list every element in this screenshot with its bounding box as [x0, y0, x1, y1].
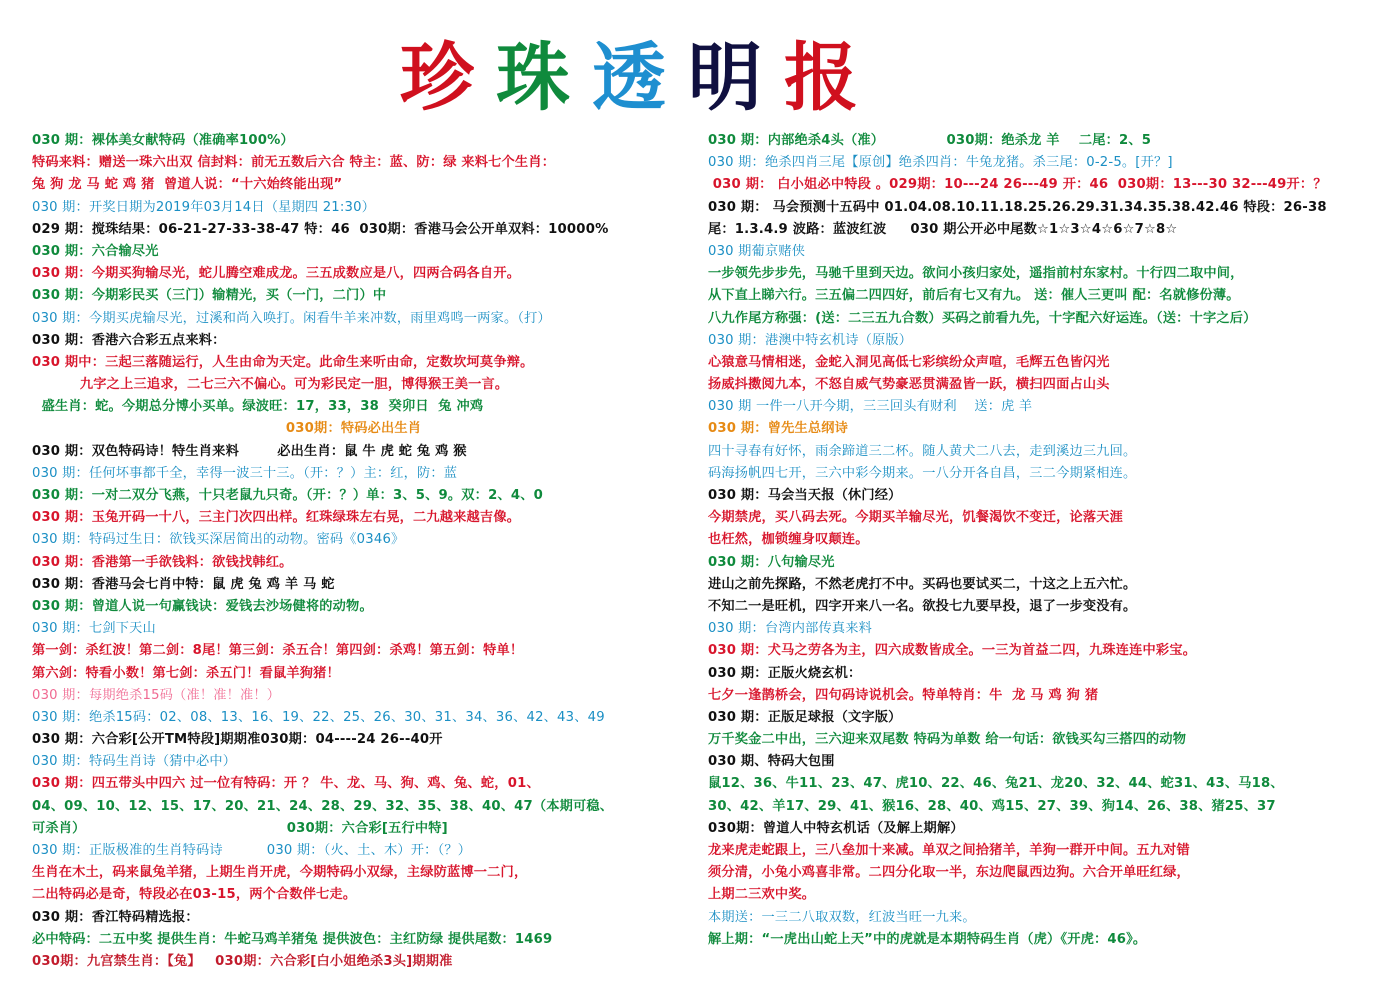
text-line: 029 期：搅珠结果：06-21-27-33-38-47 特：46 030期：香港马会公开单双料：10000%: [32, 221, 609, 237]
text-line: 030 期：特码生肖诗（猜中必中）: [32, 754, 237, 770]
text-line: 030 期：今期买虎输尽光，过溪和尚入唤打。闲看牛羊来冲数，雨里鸡鸣一两家。（打）: [32, 310, 551, 326]
text-line: 七夕一逢鹊桥会，四句码诗说机会。特单特肖：牛 龙 马 鸡 狗 猪: [708, 687, 1099, 703]
text-line: 八九作尾方称强：(送：二三五九合数）买码之前看九先，十字配六好运连。（送：十字之后）: [708, 310, 1257, 326]
text-line: 必中特码：二五中奖 提供生肖：牛蛇马鸡羊猪兔 提供波色：主红防绿 提供尾数：1469: [32, 931, 553, 947]
text-line: 030 期：每期绝杀15码（准！准！准！）: [32, 687, 281, 703]
text-line: 030 期：犬马之劳各为主，四六成数皆成全。一三为首益二四，九珠连连中彩宝。: [708, 643, 1197, 659]
text-line: 030 期、特码大包围: [708, 754, 835, 770]
text-line: 030 期：开奖日期为2019年03月14日（星期四 21:30）: [32, 199, 376, 215]
text-line: 030期：九宫禁生肖：【兔】 030期：六合彩[白小姐绝杀3头]期期准: [32, 953, 453, 969]
text-line: 鼠12、36、牛11、23、47、虎10、22、46、兔21、龙20、32、44、蛇31、43、马18、: [708, 776, 1284, 792]
text-line: 030 期：台湾内部传真来料: [708, 621, 873, 637]
text-line: 心猿意马情相迷，金蛇入洞见高低七彩缤纷众声喧，毛辉五色皆闪光: [708, 354, 1110, 370]
title-char: 珍: [400, 35, 474, 121]
text-line: 从下直上睇六行。三五偏二四四好，前后有七又有九。 送：催人三更叫 配：名就修份薄。: [708, 288, 1240, 304]
text-line: 030 期：港澳中特玄机诗（原版）: [708, 332, 913, 348]
text-line: 本期送：一三二八取双数，红波当旺一九来。: [708, 909, 976, 925]
text-line: 030 期：香港马会七肖中特：鼠 虎 兔 鸡 羊 马 蛇: [32, 576, 335, 592]
text-line: 兔 狗 龙 马 蛇 鸡 猪 曾道人说：“十六始终能出现”: [32, 177, 343, 193]
text-line: 030 期： 白小姐必中特段 。029期：10---24 26---49 开：46 030期：13---30 32---49开：？: [708, 177, 1327, 193]
title-char: 珠: [496, 35, 570, 121]
left-column: [32, 130, 672, 973]
text-line: 030 期：六合彩[公开TM特段]期期准030期：04----24 26--40开: [32, 732, 443, 748]
text-line: 码海扬帆四七开，三六中彩今期来。一八分开各自昌，三二今期紧相连。: [708, 465, 1137, 481]
text-line: 上期二三欢中奖。: [708, 887, 816, 903]
text-line: 030 期葡京赌侠: [708, 243, 806, 259]
text-line: 030 期：双色特码诗！特生肖来料 必出生肖：鼠 牛 虎 蛇 兔 鸡 猴: [32, 443, 467, 459]
text-line: 龙来虎走蛇跟上，三八垒加十来减。单双之间拾猪羊，羊狗一群开中间。五九对错: [708, 843, 1190, 858]
text-line: 030 期：四五带头中四六 过一位有特码：开 ？ 牛、龙、马、狗、鸡、兔、蛇，01、: [32, 776, 540, 792]
text-line: 030 期：八句输尽光: [708, 554, 835, 570]
text-line: 030 期：香港六合彩五点来料：: [32, 332, 226, 348]
text-line: 030 期：正版火烧玄机：: [708, 665, 862, 681]
text-line: 不知二一是旺机，四字开来八一名。欲投七九要早投，退了一步变没有。: [708, 598, 1137, 614]
text-line: 盛生肖：蛇。今期总分博小买单。绿波旺：17，33，38 癸卯日 兔 冲鸡: [32, 399, 484, 415]
text-line: 030 期：特码过生日：欲钱买深居简出的动物。密码《0346》: [32, 532, 405, 548]
text-line: 030 期：内部绝杀4头（准） 030期：绝杀龙 羊 二尾：2、5: [708, 133, 1152, 148]
text-line: 030 期：今期彩民买（三门）输精光，买（一门，二门）中: [32, 288, 387, 304]
text-line: 030 期：六合输尽光: [32, 243, 159, 259]
text-line: 030期：特码必出生肖: [32, 421, 422, 437]
text-line: 万千奖金二中出，三六迎来双尾数 特码为单数 给一句话：欲钱买勾三搭四的动物: [708, 732, 1187, 748]
text-line: 扬威抖擞阅九本，不怒自威气势豪恶贯满盈皆一跃，横扫四面占山头: [708, 377, 1110, 393]
text-line: 进山之前先探路，不然老虎打不中。买码也要试买二，十这之上五六忙。: [708, 576, 1137, 592]
text-line: 30、42、羊17、29、41、猴16、28、40、鸡15、27、39、狗14、26、38、猪25、37: [708, 798, 1276, 814]
text-line: 尾：1.3.4.9 波路：蓝波红波 030 期公开必中尾数☆1☆3☆4☆6☆7☆8☆: [708, 221, 1178, 237]
text-line: 030 期 一件一八开今期，三三回头有财利 送：虎 羊: [708, 399, 1033, 415]
text-line: 第六剑：特看小数！第七剑：杀五门！看鼠羊狗猪！: [32, 665, 340, 681]
text-line: 030 期：绝杀15码：02、08、13、16、19、22、25、26、30、31、34、36、42、43、49: [32, 709, 605, 725]
text-line: 030 期：绝杀四肖三尾【原创】绝杀四肖：牛兔龙猪。杀三尾：0-2-5。[开？]: [708, 155, 1173, 171]
text-line: 030 期中：三起三落随运行，人生由命为天定。此命生来听由命，定数坎坷莫争辩。: [32, 354, 534, 370]
text-line: 030 期： 马会预测十五码中 01.04.08.10.11.18.25.26.29.31.34.35.38.42.46 特段：26-38: [708, 199, 1327, 215]
text-line: 030 期：马会当天报（休门经）: [708, 488, 902, 503]
text-line: 须分清，小兔小鸡喜非常。二四分化取一半，东边爬鼠西边狗。六合开单旺红绿，: [708, 865, 1190, 881]
text-line: 030 期：正版足球报（文字版）: [708, 709, 902, 725]
text-line: 二出特码必是奇，特段必在03-15，两个合数伴七走。: [32, 887, 357, 903]
text-line: 030 期：香港第一手欲钱料：欲钱找韩红。: [32, 554, 293, 570]
text-line: 可杀肖） 030期：六合彩[五行中特]: [32, 820, 448, 836]
right-column: [708, 130, 1388, 951]
text-line: 030 期：正版极准的生肖特码诗 030 期：（火、土、木）开：（？）: [32, 843, 472, 858]
page-title: [400, 28, 880, 121]
text-line: 解上期：“一虎出山蛇上天”中的虎就是本期特码生肖（虎）《开虎：46》。: [708, 931, 1147, 947]
title-char: 透: [592, 35, 666, 121]
text-line: 九字之上三追求，二七三六不偏心。可为彩民定一胆，博得猴王美一言。: [32, 377, 509, 393]
text-line: 030 期：任何坏事都千全，幸得一波三十三。（开：？）主：红，防：蓝: [32, 465, 458, 481]
text-line: 第一剑：杀红波！第二剑：8尾！第三剑：杀五合！第四剑：杀鸡！第五剑：特单！: [32, 643, 524, 659]
title-char: 明: [688, 35, 762, 121]
text-line: 一步领先步步先，马驰千里到天边。欲问小孩归家处，遥指前村东家村。十行四二取中间，: [708, 266, 1244, 282]
text-line: 生肖在木土，码来鼠兔羊猪，上期生肖开虎，今期特码小双绿，主绿防蓝博一二门，: [32, 865, 528, 881]
text-line: 030 期：七剑下天山: [32, 621, 156, 637]
text-line: 030 期：一对二双分飞燕，十只老鼠九只奇。（开：？）单：3、5、9。双：2、4、0: [32, 488, 543, 503]
text-line: 030 期：今期买狗输尽光，蛇儿腾空难成龙。三五成数应是八，四两合码各自开。: [32, 266, 521, 282]
text-line: 030 期：香江特码精选报：: [32, 909, 199, 925]
text-line: 今期禁虎，买八码去死。今期买羊输尽光，饥餐渴饮不变迁，论落天涯: [708, 510, 1124, 526]
text-line: 030 期：裸体美女献特码（准确率100%）: [32, 133, 294, 148]
title-char: 报: [784, 35, 858, 121]
text-line: 030期：曾道人中特玄机话（及解上期解）: [708, 820, 964, 836]
text-line: 四十寻春有好怀，雨余蹄道三二杯。随人黄犬二八去，走到溪边三九回。: [708, 443, 1137, 459]
text-line: 04、09、10、12、15、17、20、21、24、28、29、32、35、38、40、47（本期可稳、: [32, 798, 614, 814]
text-line: 特码来料：赠送一珠六出双 信封料：前无五数后六合 特主：蓝、防：绿 来料七个生肖：: [32, 155, 556, 171]
text-line: 也枉然，枷锁缠身叹颠连。: [708, 532, 869, 548]
text-line: 030 期：玉兔开码一十八，三主门次四出样。红珠绿珠左右晃，二九越来越吉像。: [32, 510, 521, 526]
text-line: 030 期：曾先生总纲诗: [708, 421, 849, 437]
text-line: 030 期：曾道人说一句赢钱诀：爱钱去沙场健将的动物。: [32, 598, 373, 614]
